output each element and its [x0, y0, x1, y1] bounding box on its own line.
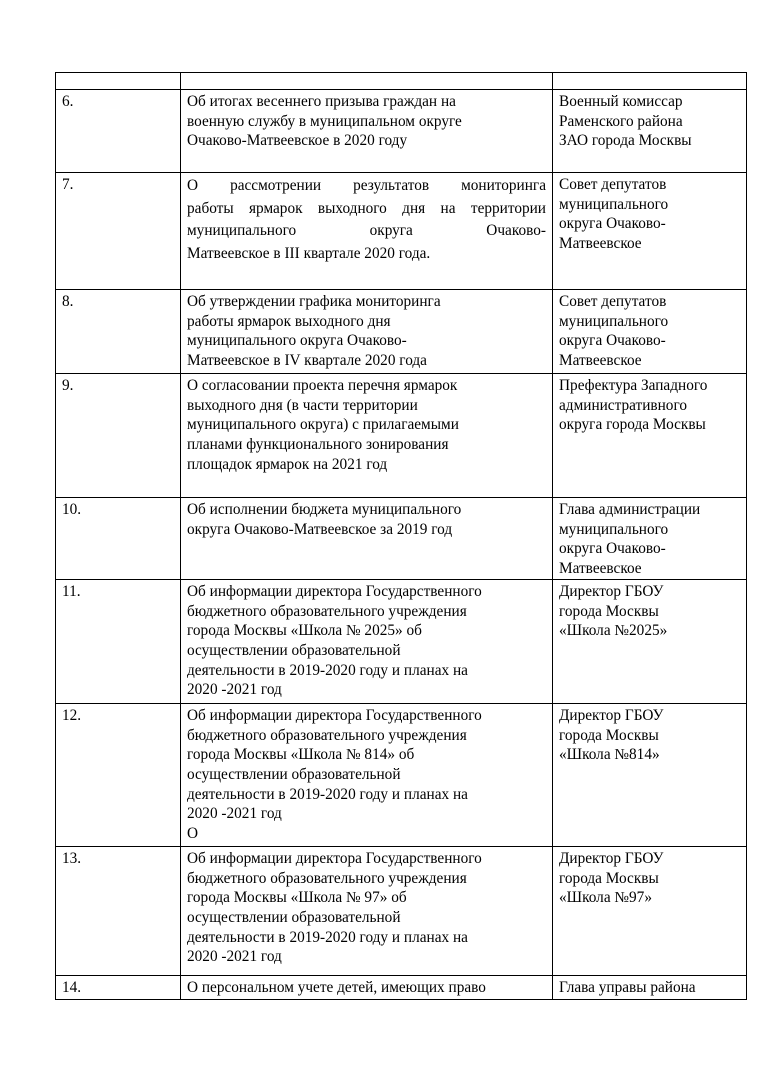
responsible-line: муниципального: [559, 312, 669, 330]
responsible-line: муниципального: [559, 520, 669, 538]
topic-line: 2020 -2021 год: [187, 681, 282, 699]
item-responsible: [553, 173, 747, 290]
responsible-line: Матвеевское: [559, 235, 642, 253]
item-topic: [181, 703, 553, 846]
topic-line: Об итогах весеннего призыва граждан на: [187, 93, 456, 110]
topic-line: бюджетного образовательного учреждения: [187, 726, 467, 744]
topic-line: Матвеевское в III квартале 2020 года.: [187, 244, 431, 262]
header-cell-number: [56, 73, 181, 90]
topic-line: муниципального округа) с прилагаемыми: [187, 416, 459, 434]
topic-line: Об исполнении бюджета муниципального: [187, 501, 462, 518]
responsible-line: Матвеевское: [559, 352, 642, 370]
table-row: [56, 846, 747, 975]
topic-line: военную службу в муниципальном округе: [187, 112, 462, 130]
item-number: 14.: [56, 975, 181, 999]
topic-line: Об информации директора Государственного: [187, 706, 482, 724]
agenda-table: [55, 72, 747, 1000]
topic-line: Об информации директора Государственного: [187, 849, 482, 867]
responsible-line: Матвеевское: [559, 560, 642, 578]
item-topic: [181, 975, 553, 999]
topic-line: деятельности в 2019-2020 году и планах на: [187, 928, 468, 946]
item-number: 13.: [56, 846, 181, 975]
item-responsible: [553, 290, 747, 374]
topic-line: осуществлении образовательной: [187, 765, 401, 783]
item-topic: [181, 498, 553, 580]
topic-line: планами функционального зонирования: [187, 436, 449, 454]
responsible-line: Совет депутатов: [559, 293, 667, 310]
item-responsible: [553, 846, 747, 975]
responsible-line: Совет депутатов: [559, 176, 667, 193]
topic-line: О: [187, 825, 199, 843]
topic-line: бюджетного образовательного учреждения: [187, 869, 467, 887]
topic-line: Очаково-Матвеевское в 2020 году: [187, 132, 408, 150]
topic-line: 2020 -2021 год: [187, 948, 282, 966]
topic-line: О согласовании проекта перечня ярмарок: [187, 377, 458, 394]
topic-line: осуществлении образовательной: [187, 908, 401, 926]
header-cell-responsible: [553, 73, 747, 90]
item-number: 10.: [56, 498, 181, 580]
item-number: 9.: [56, 374, 181, 498]
responsible-line: Директор ГБОУ: [559, 582, 664, 600]
topic-line: муниципального округа Очаково-: [187, 222, 546, 239]
item-responsible: [553, 703, 747, 846]
topic-line: 2020 -2021 год: [187, 805, 282, 823]
item-number: 6.: [56, 90, 181, 173]
responsible-line: округа Очаково-: [559, 215, 666, 233]
responsible-line: Директор ГБОУ: [559, 849, 664, 867]
topic-line: округа Очаково-Матвеевское за 2019 год: [187, 520, 453, 538]
topic-line: деятельности в 2019-2020 году и планах на: [187, 785, 468, 803]
item-number: 11.: [56, 579, 181, 703]
table-row: [56, 290, 747, 374]
table-row: [56, 703, 747, 846]
responsible-line: «Школа №814»: [559, 746, 660, 764]
responsible-line: Глава администрации: [559, 501, 701, 518]
item-responsible: [553, 498, 747, 580]
topic-line: города Москвы «Школа № 97» об: [187, 889, 407, 907]
topic-line: бюджетного образовательного учреждения: [187, 602, 467, 620]
table-row: [56, 173, 747, 290]
responsible-line: округа Очаково-: [559, 540, 666, 558]
responsible-line: Префектура Западного: [559, 377, 708, 394]
header-cell-topic: [181, 73, 553, 90]
responsible-line: Глава управы района: [559, 978, 696, 996]
responsible-line: административного: [559, 396, 687, 414]
responsible-line: округа Очаково-: [559, 332, 666, 350]
item-number: 8.: [56, 290, 181, 374]
item-topic: [181, 374, 553, 498]
item-responsible: [553, 579, 747, 703]
table-row: [56, 498, 747, 580]
item-number: 12.: [56, 703, 181, 846]
topic-line: муниципального округа Очаково-: [187, 332, 407, 350]
item-responsible: [553, 975, 747, 999]
item-topic: [181, 579, 553, 703]
item-topic: [181, 846, 553, 975]
item-topic: [181, 90, 553, 173]
table-row: [56, 975, 747, 999]
responsible-line: города Москвы: [559, 602, 659, 620]
item-topic: [181, 173, 553, 290]
topic-line: выходного дня (в части территории: [187, 396, 418, 414]
item-responsible: [553, 374, 747, 498]
responsible-line: города Москвы: [559, 726, 659, 744]
responsible-line: ЗАО города Москвы: [559, 132, 692, 150]
topic-line: работы ярмарок выходного дня на территории: [187, 199, 546, 217]
table-row: [56, 374, 747, 498]
item-responsible: [553, 90, 747, 173]
topic-line: Об утверждении графика мониторинга: [187, 293, 441, 310]
item-number: 7.: [56, 173, 181, 290]
topic-line: Матвеевское в IV квартале 2020 года: [187, 352, 427, 370]
topic-line: О рассмотрении результатов мониторинга: [187, 177, 546, 194]
topic-line: площадок ярмарок на 2021 год: [187, 455, 388, 473]
topic-line: осуществлении образовательной: [187, 641, 401, 659]
responsible-line: города Москвы: [559, 869, 659, 887]
topic-line: О персональном учете детей, имеющих право: [187, 978, 486, 996]
responsible-line: округа города Москвы: [559, 416, 706, 434]
topic-line: работы ярмарок выходного дня: [187, 312, 391, 330]
item-topic: [181, 290, 553, 374]
responsible-line: муниципального: [559, 195, 669, 213]
topic-line: города Москвы «Школа № 814» об: [187, 746, 415, 764]
responsible-line: «Школа №97»: [559, 889, 652, 907]
table-row: [56, 90, 747, 173]
responsible-line: Раменского района: [559, 112, 683, 130]
topic-line: Об информации директора Государственного: [187, 582, 482, 600]
table-header-row: [56, 73, 747, 90]
responsible-line: «Школа №2025»: [559, 622, 668, 640]
responsible-line: Военный комиссар: [559, 93, 683, 110]
responsible-line: Директор ГБОУ: [559, 706, 664, 724]
table-row: [56, 579, 747, 703]
topic-line: деятельности в 2019-2020 году и планах на: [187, 661, 468, 679]
topic-line: города Москвы «Школа № 2025» об: [187, 622, 422, 640]
